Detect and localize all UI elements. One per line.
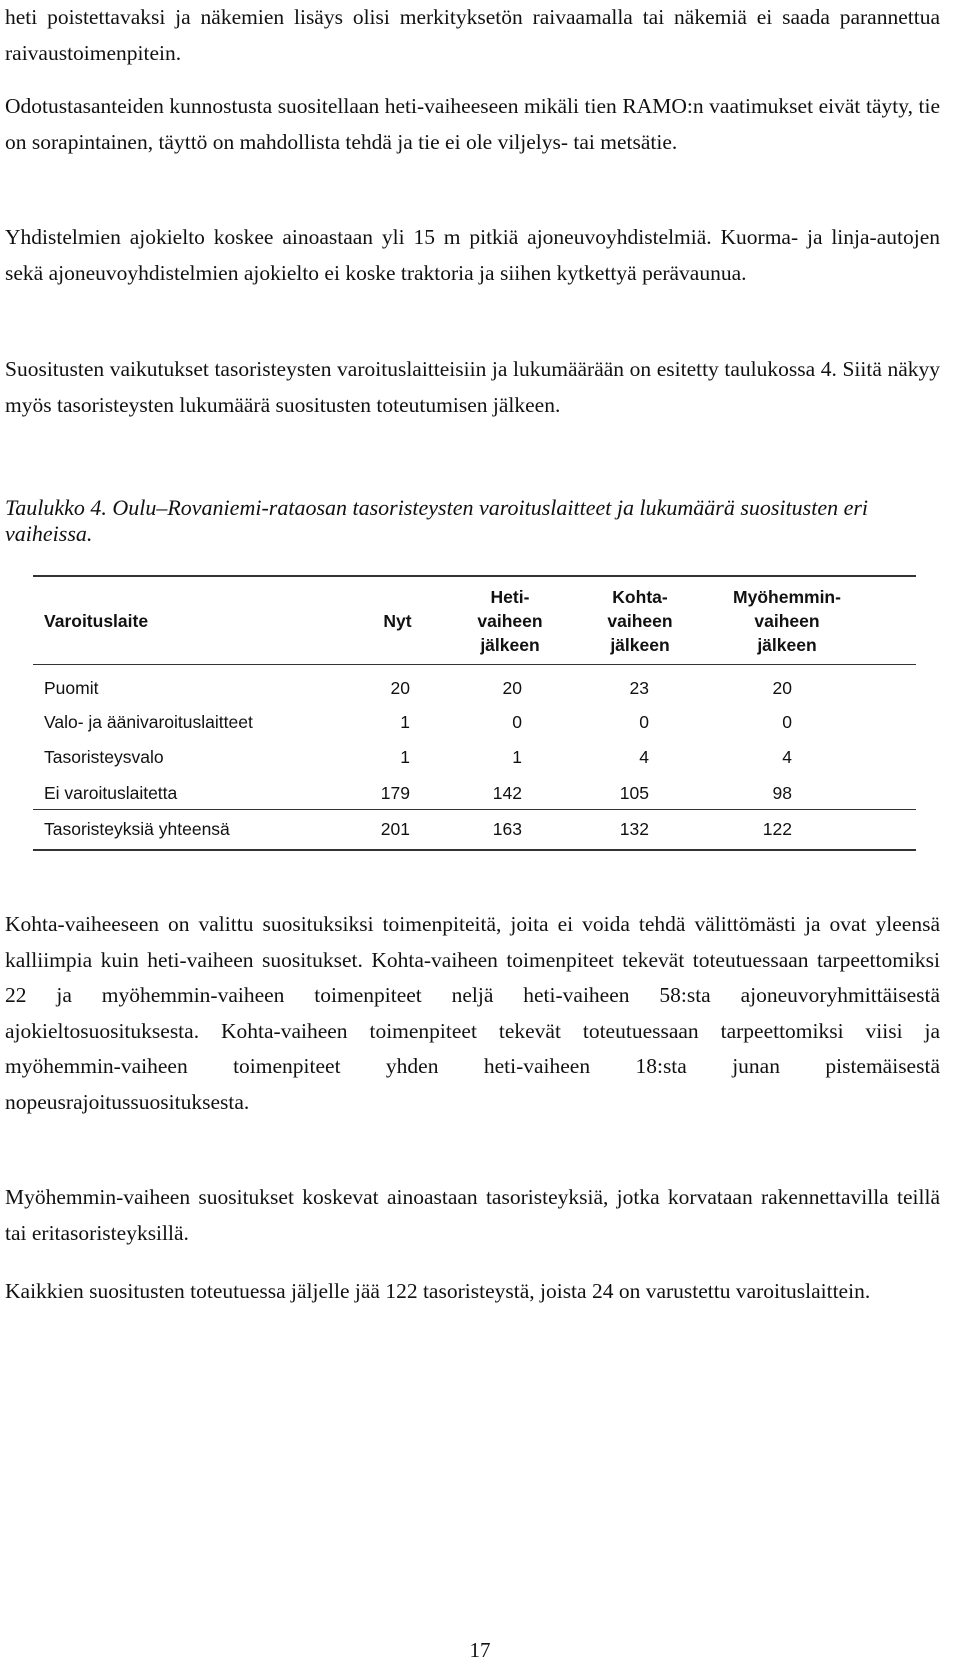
cell-kohta: 132 [619,819,649,839]
page-number: 17 [469,1638,491,1662]
cell-myohemmin: 4 [782,747,792,767]
cell-nyt: 20 [390,678,410,698]
row-label: Tasoristeyksiä yhteensä [44,819,230,839]
cell-heti: 142 [492,783,522,803]
row-label: Ei varoituslaitetta [44,783,178,803]
cell-nyt: 201 [380,819,410,839]
cell-heti: 0 [512,712,522,732]
paragraph-6: Myöhemmin-vaiheen suositukset koskevat ainoastaan tasoristeyksiä, jotka korvataan rakennettavilla teillä tai eritasoristeyksillä. [5,1185,940,1245]
row-label: Puomit [44,678,99,698]
cell-myohemmin: 0 [782,712,792,732]
table-bottom-rule [33,849,916,851]
paragraph-1: heti poistettavaksi ja näkemien lisäys olisi merkityksetön raivaamalla tai näkemiä ei saada parannettua raivaustoimenpitein. [5,5,940,65]
cell-heti: 163 [492,819,522,839]
table-caption: Taulukko 4. Oulu–Rovaniemi-rataosan tasoristeysten varoituslaitteet ja lukumäärä suositusten eri vaiheissa. [5,495,869,546]
header-kohta: Kohta- vaiheen jälkeen [607,587,673,655]
paragraph-3: Yhdistelmien ajokielto koskee ainoastaan yli 15 m pitkiä ajoneuvoyhdistelmiä. Kuorma- ja linja-autojen sekä ajoneuvoyhdistelmien ajokielto ei koske traktoria ja siihen kytkettyä perävaunua. [5,225,940,285]
row-label: Tasoristeysvalo [44,747,164,767]
cell-myohemmin: 20 [772,678,792,698]
table-top-rule [33,575,916,577]
cell-myohemmin: 98 [772,783,792,803]
cell-nyt: 179 [380,783,410,803]
paragraph-2: Odotustasanteiden kunnostusta suositellaan heti-vaiheeseen mikäli tien RAMO:n vaatimukset eivät täyty, tie on sorapintainen, täyttö on mahdollista tehdä ja tie ei ole viljelys- tai metsätie. [5,94,940,154]
paragraph-4: Suositusten vaikutukset tasoristeysten varoituslaitteisiin ja lukumäärään on esitetty taulukossa 4. Siitä näkyy myös tasoristeysten lukumäärä suositusten toteutumisen jälkeen. [5,357,940,417]
table-header-rule [33,664,916,665]
cell-heti: 1 [512,747,522,767]
cell-heti: 20 [502,678,522,698]
table-total-rule [33,809,916,810]
header-varoituslaite: Varoituslaite [44,611,149,631]
cell-kohta: 0 [639,712,649,732]
cell-myohemmin: 122 [762,819,792,839]
cell-nyt: 1 [400,712,410,732]
header-nyt: Nyt [383,611,412,631]
cell-kohta: 23 [629,678,649,698]
header-heti: Heti- vaiheen jälkeen [477,587,543,655]
header-myohemmin: Myöhemmin- vaiheen jälkeen [733,587,841,655]
cell-nyt: 1 [400,747,410,767]
paragraph-7: Kaikkien suositusten toteutuessa jäljelle jää 122 tasoristeystä, joista 24 on varustettu varoituslaittein. [5,1279,871,1303]
row-label: Valo- ja äänivaroituslaitteet [44,712,253,732]
cell-kohta: 4 [639,747,649,767]
cell-kohta: 105 [619,783,649,803]
paragraph-5: Kohta-vaiheeseen on valittu suosituksiksi toimenpiteitä, joita ei voida tehdä välittömästi ja ovat yleensä kalliimpia kuin heti-vaiheen suositukset. Kohta-vaiheen toimenpiteet tekevät toteutuessaan tarpeettomiksi 22 ja myöhemmin-vaiheen toimenpiteet neljä heti-vaiheen 58:sta ajoneuvoryhmittäisestä ajokieltosuosituksesta. Kohta-vaiheen toimenpiteet tekevät toteutuessaan tarpeettomiksi viisi ja myöhemmin-vaiheen toimenpiteet yhden heti-vaiheen 18:sta junan pistemäisestä nopeusrajoitussuosituksesta. [5,912,940,1114]
